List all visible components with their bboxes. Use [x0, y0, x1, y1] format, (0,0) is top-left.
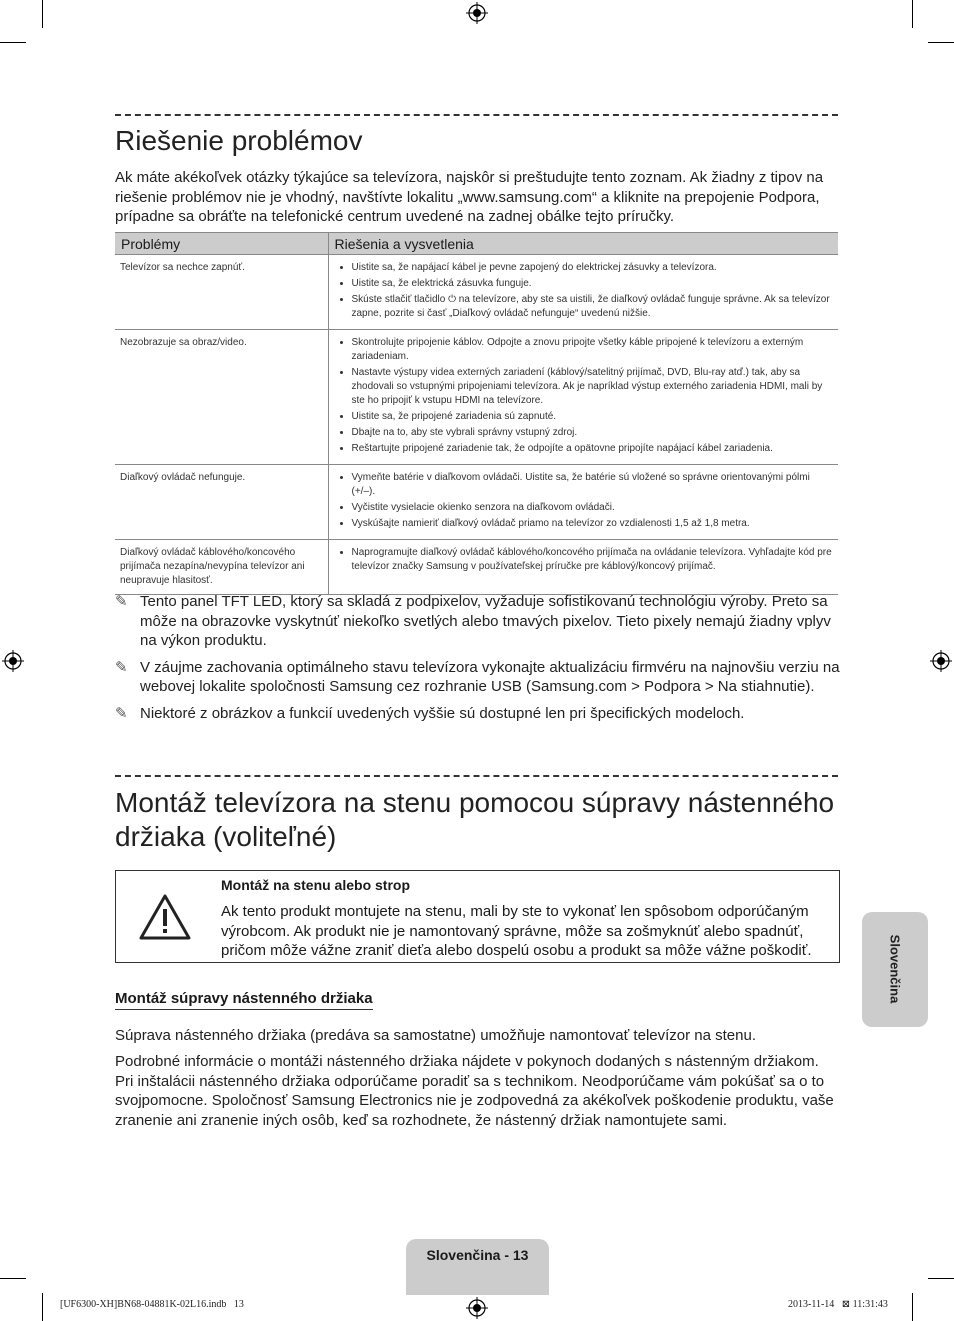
solution-item: • Reštartujte pripojené zariadenie tak, že odpojíte a opätovne pripojíte napájací kábel zariadenia. — [352, 442, 834, 456]
solution-item: • Vyčistite vysielacie okienko senzora na diaľkovom ovládači. — [352, 501, 834, 515]
language-side-tab-label: Slovenčina — [887, 934, 903, 1004]
table-row — [115, 255, 838, 330]
solution-item: • Skontrolujte pripojenie káblov. Odpojte a znovu pripojte všetky káble pripojené k televízoru a externým zariadeniam. — [352, 336, 834, 364]
solution-item: • Uistite sa, že pripojené zariadenia sú zapnuté. — [352, 410, 834, 424]
note-text: Niektoré z obrázkov a funkcií uvedených vyššie sú dostupné len pri špecifických modeloch. — [140, 704, 745, 722]
crop-mark — [912, 0, 913, 28]
warning-triangle-icon — [138, 893, 192, 941]
pencil-note-icon: ✎ — [115, 704, 128, 722]
problem-cell: Televízor sa nechce zapnúť. — [115, 255, 328, 330]
language-side-tab — [862, 912, 928, 1027]
registration-mark-icon — [930, 650, 952, 672]
solutions-cell — [328, 255, 838, 330]
solution-item: • Nastavte výstupy videa externých zariadení (káblový/satelitný prijímač, DVD, Blu-ray atď.) tak, aby sa zhodovali so vstupnými pripojeniami televízora. Ak je napríklad výstup externého zariadenia HDMI, mali by ste ho pripojiť k vstupu HDMI na televízore. — [352, 366, 834, 408]
problem-cell: Diaľkový ovládač nefunguje. — [115, 465, 328, 540]
solutions-cell — [328, 540, 838, 595]
note-item — [115, 704, 840, 724]
crop-mark — [912, 1293, 913, 1321]
registration-mark-icon — [466, 2, 488, 24]
problem-cell: Diaľkový ovládač káblového/koncového prijímača nezapína/nevypína televízor ani neupravuje hlasitosť. — [115, 540, 328, 595]
crop-mark — [0, 1278, 26, 1279]
solution-item: • Skúste stlačiť tlačidlo ⏻ na televízore, aby ste sa uistili, že diaľkový ovládač funguje správne. Ak sa televízor zapne, pozrite si časť „Diaľkový ovládač nefunguje“ uvedenú nižšie. — [352, 293, 834, 321]
troubleshooting-table-wrap — [115, 232, 838, 595]
footer-timestamp: 2013-11-14 ⊠ 11:31:43 — [788, 1299, 888, 1310]
problem-cell: Nezobrazuje sa obraz/video. — [115, 330, 328, 465]
paragraph: Súprava nástenného držiaka (predáva sa samostatne) umožňuje namontovať televízor na stenu. — [115, 1027, 757, 1044]
solution-item: • Naprogramujte diaľkový ovládač káblového/koncového prijímača na ovládanie televízora. Vyhľadajte kód pre televízor značky Samsung v používateľskej príručke pre káblový/koncový prijímač. — [352, 546, 834, 574]
table-row — [115, 330, 838, 465]
pencil-note-icon: ✎ — [115, 658, 128, 676]
solution-item: • Dbajte na to, aby ste vybrali správny vstupný zdroj. — [352, 426, 834, 440]
solutions-cell — [328, 465, 838, 540]
table-header-solutions: Riešenia a vysvetlenia — [328, 233, 838, 255]
warning-text: Ak tento produkt montujete na stenu, mali by ste to vykonať len spôsobom odporúčaným výrobcom. Ak produkt nie je namontovaný správne, môže sa zošmyknúť alebo spadnúť, pričom môže vážne zraniť dieťa alebo dospelú osobu a produkt sa môže vážne poškodiť. — [221, 903, 812, 959]
solutions-cell — [328, 330, 838, 465]
note-text: Tento panel TFT LED, ktorý sa skladá z podpixelov, vyžaduje sofistikovanú technológiu výroby. Preto sa môže na obrazovke vyskytnúť niekoľko svetlých alebo tmavých pixelov. Tieto pixely nemajú žiadny vplyv na výkon produktu. — [140, 593, 831, 649]
subheading: Montáž súpravy nástenného držiaka — [115, 990, 373, 1010]
warning-title: Montáž na stenu alebo strop — [221, 877, 411, 893]
table-header-row — [115, 233, 838, 255]
registration-mark-icon — [466, 1297, 488, 1319]
note-item — [115, 658, 840, 697]
crop-mark — [42, 1293, 43, 1321]
crop-mark — [928, 42, 954, 43]
crop-mark — [42, 0, 43, 28]
registration-mark-icon — [2, 650, 24, 672]
solution-item: • Vymeňte batérie v diaľkovom ovládači. Uistite sa, že batérie sú vložené so správne orientovanými pólmi (+/–). — [352, 471, 834, 499]
troubleshooting-table — [115, 232, 838, 595]
note-item — [115, 592, 840, 651]
warning-box — [115, 870, 840, 963]
paragraph: Podrobné informácie o montáži nástenného držiaka nájdete v pokynoch dodaných s nástenným držiakom. Pri inštalácii nástenného držiaka odporúčame poradiť sa s technikom. Neodporúčame vám pokúšať sa o to svojpomocne. Spoločnosť Samsung Electronics nie je zodpovedná za akékoľvek poškodenie produktu, vaše zranenie ani zranenie iných osôb, keď sa rozhodnete, že nástenný držiak namontujete sami. — [115, 1053, 834, 1129]
section-divider — [115, 114, 838, 116]
section-divider — [115, 775, 838, 777]
solution-item: • Vyskúšajte namieriť diaľkový ovládač priamo na televízor zo vzdialenosti 1,5 až 1,8 metra. — [352, 517, 834, 531]
intro-paragraph: Ak máte akékoľvek otázky týkajúce sa televízora, najskôr si preštudujte tento zoznam. Ak žiadny z tipov na riešenie problémov nie je vhodný, navštívte lokalitu „www.samsung.com“ a kliknite na prepojenie Podpora, prípadne sa obráťte na telefonické centrum uvedené na zadnej obálke tejto príručky. — [115, 169, 824, 225]
notes-list — [115, 592, 840, 730]
section-title-line: Montáž televízora na stenu pomocou súpravy nástenného — [115, 787, 835, 818]
crop-mark — [928, 1278, 954, 1279]
section-title: Riešenie problémov — [115, 125, 363, 156]
page-number-tab — [406, 1239, 549, 1295]
pencil-note-icon: ✎ — [115, 593, 128, 610]
page-number-label: Slovenčina - 13 — [426, 1247, 529, 1263]
section-title — [115, 786, 855, 854]
table-row — [115, 465, 838, 540]
solution-item: • Uistite sa, že napájací kábel je pevne zapojený do elektrickej zásuvky a televízora. — [352, 261, 834, 275]
table-row — [115, 540, 838, 595]
section-title-line: držiaka (voliteľné) — [115, 821, 337, 852]
note-text: V záujme zachovania optimálneho stavu televízora vykonajte aktualizáciu firmvéru na najnovšiu verziu na webovej lokalite spoločnosti Samsung cez rozhranie USB (Samsung.com > Podpora > Na stiahnutie). — [140, 658, 840, 695]
footer-file-info: [UF6300-XH]BN68-04881K-02L16.indb 13 — [60, 1299, 244, 1310]
crop-mark — [0, 42, 26, 43]
solution-item: • Uistite sa, že elektrická zásuvka funguje. — [352, 277, 834, 291]
table-header-problems: Problémy — [115, 233, 328, 255]
